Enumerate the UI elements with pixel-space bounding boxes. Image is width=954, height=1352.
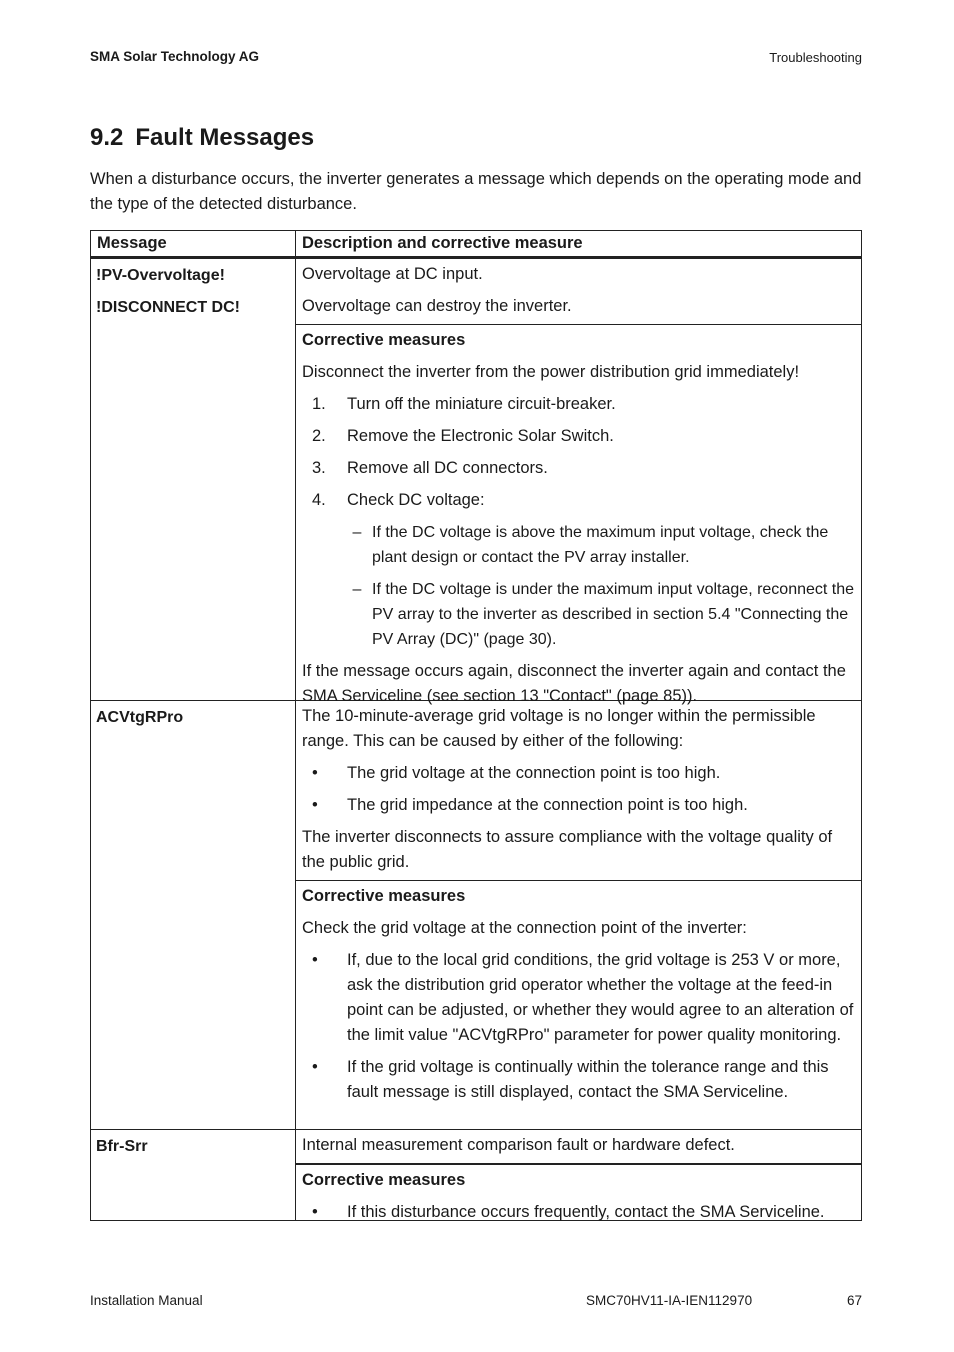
measure-text: Disconnect the inverter from the power distribution grid immediately! [302,363,800,381]
description-block [296,259,861,324]
page-number: 67 [846,1293,862,1308]
table-row [91,701,861,1130]
list-item: • The grid voltage at the connection point is too high. [302,761,855,786]
measure-text: If the message occurs again, disconnect the inverter again and contact the SMA Serviceline (see section 13 "Contact" (page 85)). [302,662,846,705]
header-company: SMA Solar Technology AG [90,49,260,64]
corrective-label: Corrective measures [302,887,466,905]
dash-icon: – [352,581,362,598]
description-block [296,701,861,880]
section-title: Fault Messages [135,124,315,151]
col-header-message: Message [91,231,296,256]
list-item: 2. Remove the Electronic Solar Switch. [312,427,614,445]
footer-doc-id: SMC70HV11-IA-IEN112970 [586,1293,753,1308]
message-cell [91,259,296,700]
intro-paragraph: When a disturbance occurs, the inverter generates a message which depends on the operating mode and the type of the detected disturbance. [90,170,862,213]
bullet-icon: • [312,951,318,969]
description-text: The inverter disconnects to assure compliance with the voltage quality of the public grid. [302,828,833,871]
bullet-icon: • [312,1058,318,1076]
list-item: 3. Remove all DC connectors. [312,459,548,477]
message-code: !DISCONNECT DC! [96,299,240,316]
message-code: !PV-Overvoltage! [96,267,225,284]
sub-list-item: – If the DC voltage is above the maximum input voltage, check the plant design or contact the PV array installer. [302,520,855,570]
list-item: • The grid impedance at the connection point is too high. [302,793,855,818]
col-header-description: Description and corrective measure [302,234,583,252]
message-cell [91,1130,296,1220]
list-item: • If this disturbance occurs frequently, contact the SMA Serviceline. [302,1200,855,1225]
corrective-label: Corrective measures [302,1171,466,1189]
section-number: 9.2 [90,124,124,151]
table-row [91,259,861,705]
fault-messages-table [90,230,862,1221]
footer-manual: Installation Manual [90,1293,203,1308]
message-cell [91,701,296,1129]
list-item: 4. Check DC voltage: [312,491,485,509]
header-section: Troubleshooting [769,50,862,65]
table-row [91,1130,861,1221]
description-cell [296,1130,861,1220]
dash-icon: – [352,524,362,541]
corrective-label: Corrective measures [302,331,466,349]
description-text: Overvoltage can destroy the inverter. [302,297,572,315]
corrective-block [296,1163,861,1235]
description-text: Overvoltage at DC input. [302,265,483,283]
page-title [90,124,314,152]
bullet-icon: • [312,796,318,814]
message-code: ACVtgRPro [96,709,184,726]
description-block [296,1130,861,1163]
corrective-block [296,880,861,1115]
list-item: 1. Turn off the miniature circuit-breaker. [312,395,616,413]
description-cell [296,259,861,705]
list-item: • If, due to the local grid conditions, the grid voltage is 253 V or more, ask the distribution grid operator whether the voltage at the feed-in point can be adjusted, or whether they would agree to an alteration of the limit value "ACVtgRPro" parameter for power quality monitoring. [302,948,855,1048]
bullet-icon: • [312,1203,318,1221]
table-header-row [91,231,861,259]
list-item: • If the grid voltage is continually within the tolerance range and this fault message is still displayed, contact the SMA Serviceline. [302,1055,855,1105]
sub-list-item: – If the DC voltage is under the maximum input voltage, reconnect the PV array to the inverter as described in section 5.4 "Connecting the PV Array (DC)" (page 30). [302,577,855,652]
corrective-block [296,324,861,714]
description-text: Internal measurement comparison fault or hardware defect. [302,1136,735,1154]
bullet-icon: • [312,764,318,782]
measure-text: Check the grid voltage at the connection point of the inverter: [302,919,747,937]
description-text: The 10-minute-average grid voltage is no longer within the permissible range. This can be caused by either of the following: [302,707,816,750]
message-code: Bfr-Srr [96,1138,148,1155]
description-cell [296,701,861,1129]
